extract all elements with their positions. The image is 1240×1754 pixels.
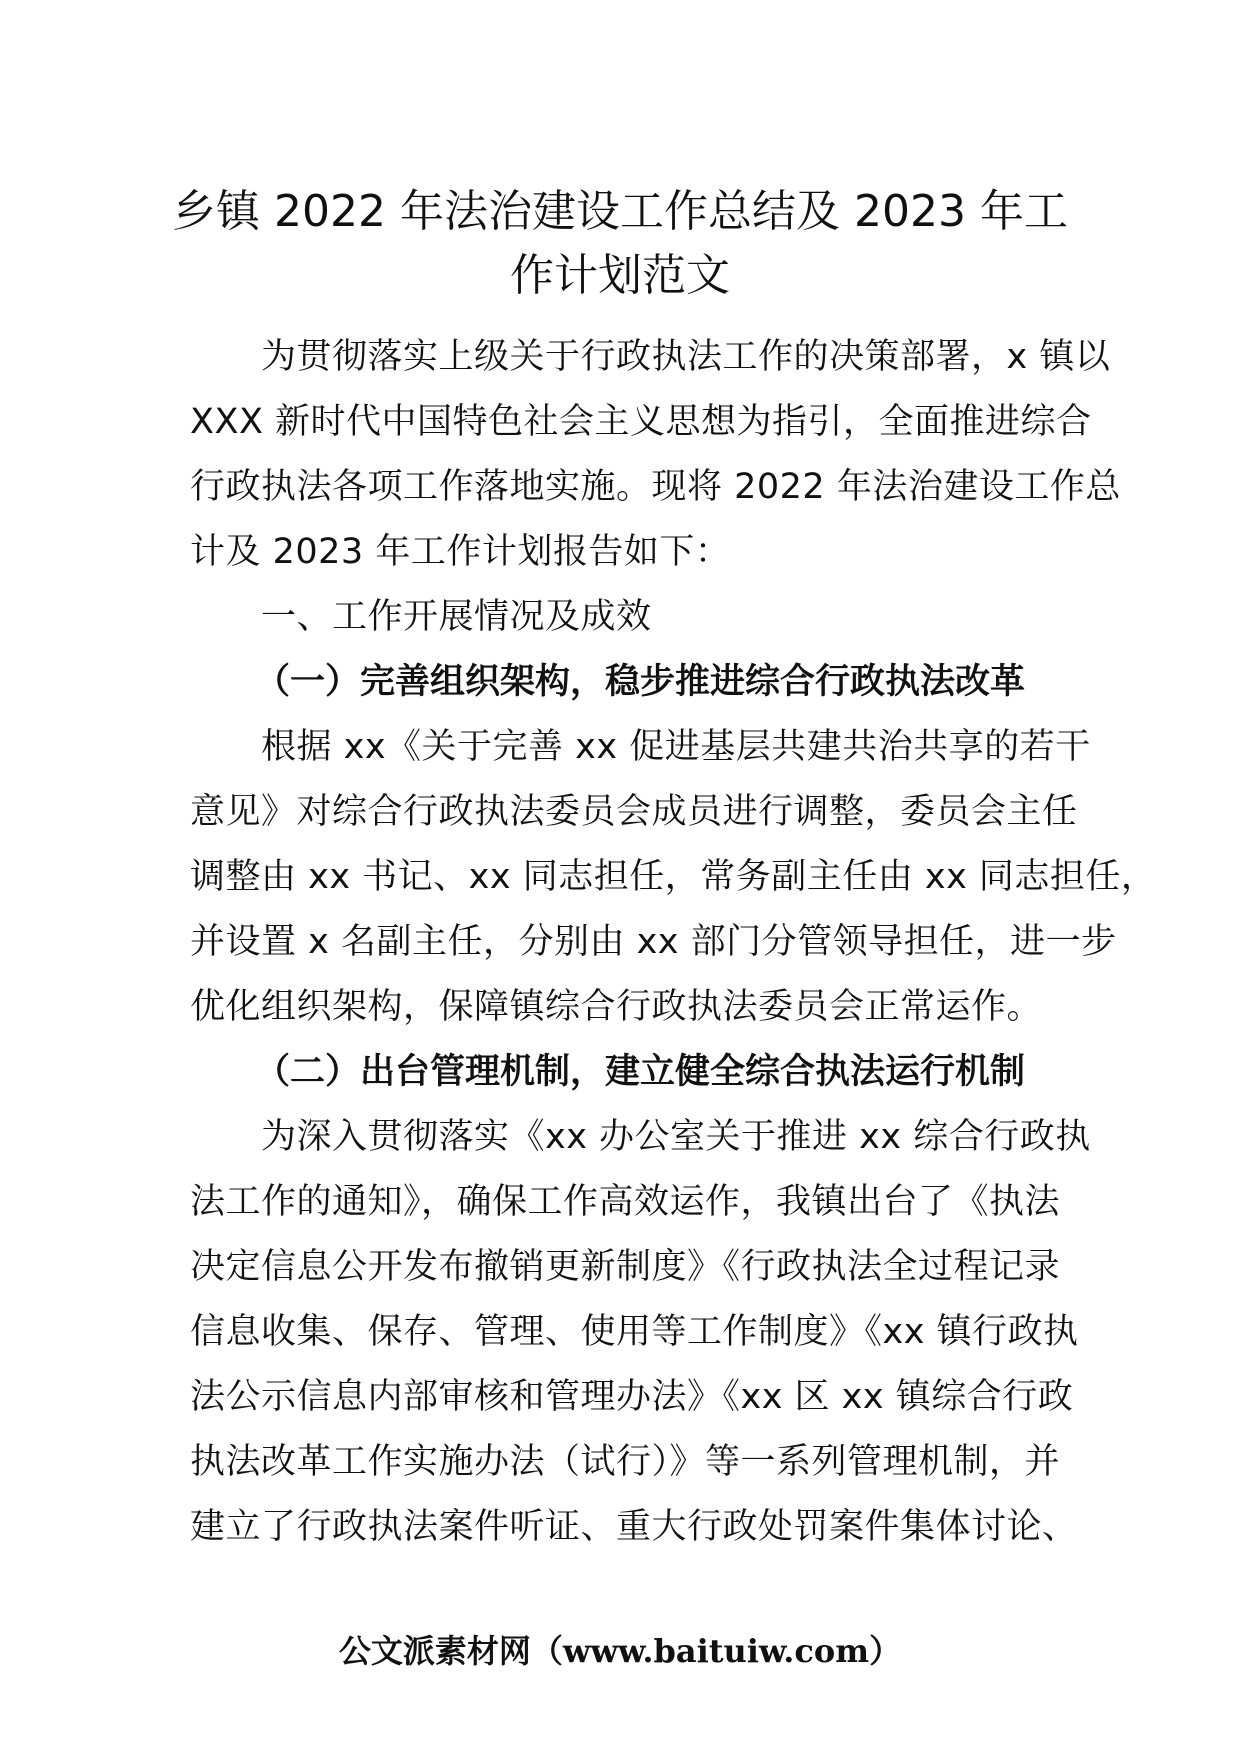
- para2-line-3: 调整由 xx 书记、xx 同志担任，常务副主任由 xx 同志担任，: [190, 857, 1157, 897]
- subheading-two: （二）出台管理机制，建立健全综合执法运行机制: [255, 1052, 1026, 1092]
- document-title-line-1: 乡镇 2022 年法治建设工作总结及 2023 年工: [172, 186, 1068, 237]
- para2-line-5: 优化组织架构，保障镇综合行政执法委员会正常运作。: [190, 987, 1043, 1027]
- section-heading-one: 一、工作开展情况及成效: [190, 597, 652, 637]
- para2-line-2: 意见》对综合行政执法委员会成员进行调整，委员会主任: [190, 792, 1078, 832]
- para2-line-4: 并设置 x 名副主任，分别由 xx 部门分管领导担任，进一步: [190, 922, 1117, 962]
- para3-line-7: 建立了行政执法案件听证、重大行政处罚案件集体讨论、: [190, 1507, 1078, 1547]
- para2-line-1: 根据 xx《关于完善 xx 促进基层共建共治共享的若干: [190, 727, 1091, 767]
- para3-line-5: 法公示信息内部审核和管理办法》《xx 区 xx 镇综合行政: [190, 1377, 1074, 1417]
- intro-line-2: XXX 新时代中国特色社会主义思想为指引，全面推进综合: [190, 402, 1092, 442]
- footer-watermark: 公文派素材网（www.baituiw.com）: [338, 1632, 902, 1670]
- para3-line-2: 法工作的通知》，确保工作高效运作，我镇出台了《执法: [190, 1182, 1061, 1222]
- document-title-line-2: 作计划范文: [510, 250, 730, 301]
- para3-line-3: 决定信息公开发布撤销更新制度》《行政执法全过程记录: [190, 1247, 1061, 1287]
- intro-line-3: 行政执法各项工作落地实施。现将 2022 年法治建设工作总: [190, 467, 1121, 507]
- para3-line-4: 信息收集、保存、管理、使用等工作制度》《xx 镇行政执: [190, 1312, 1079, 1352]
- intro-line-4: 计及 2023 年工作计划报告如下：: [190, 532, 731, 572]
- para3-line-1: 为深入贯彻落实《xx 办公室关于推进 xx 综合行政执: [190, 1117, 1091, 1157]
- subheading-one: （一）完善组织架构，稳步推进综合行政执法改革: [255, 662, 1026, 702]
- para3-line-6: 执法改革工作实施办法（试行）》等一系列管理机制，并: [190, 1442, 1061, 1482]
- intro-line-1: 为贯彻落实上级关于行政执法工作的决策部署，x 镇以: [190, 337, 1111, 377]
